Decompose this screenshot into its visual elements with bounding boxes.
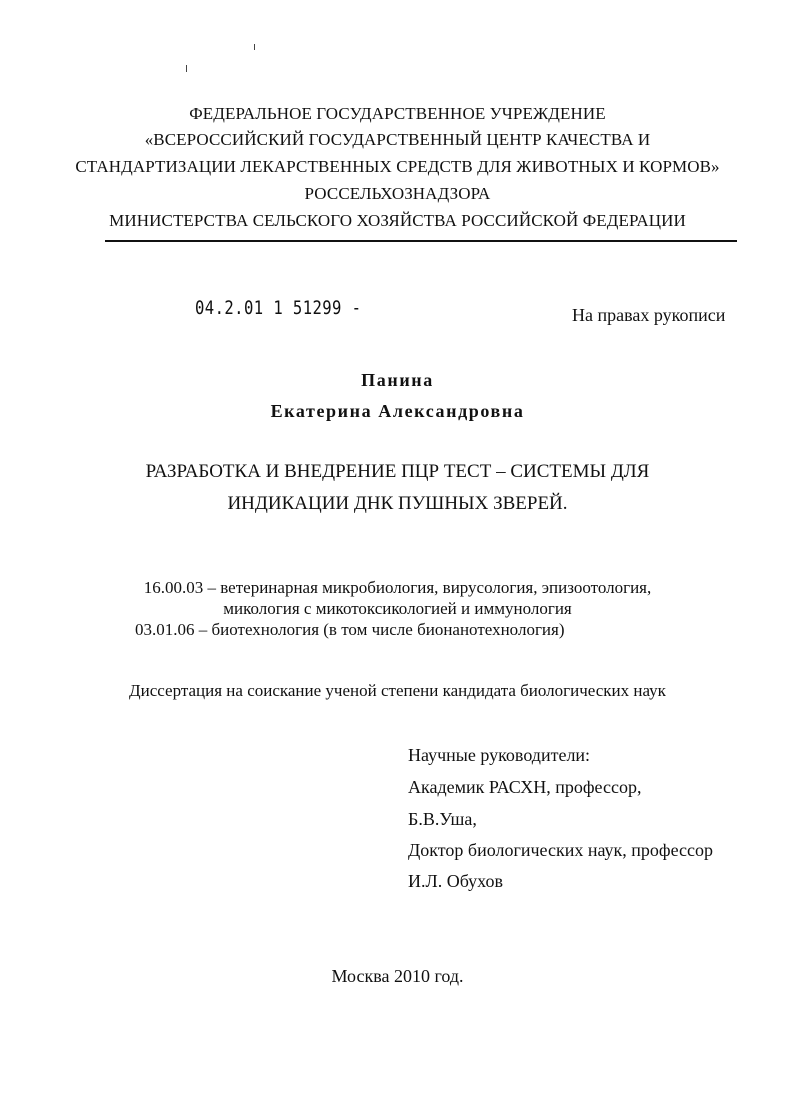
author-surname: Панина — [361, 370, 434, 390]
specialty-1-line-1: 16.00.03 – ветеринарная микробиология, вирусология, эпизоотология, — [143, 578, 652, 597]
supervisor-1-title: Академик РАСХН, профессор, — [408, 777, 642, 797]
scan-mark-left — [186, 65, 187, 72]
institution-line-5: МИНИСТЕРСТВА СЕЛЬСКОГО ХОЗЯЙСТВА РОССИЙСКОЙ ФЕДЕРАЦИИ — [109, 211, 686, 230]
title-line-1: РАЗРАБОТКА И ВНЕДРЕНИЕ ПЦР ТЕСТ – СИСТЕМЫ ДЛЯ — [145, 461, 650, 482]
institution-line-1: ФЕДЕРАЛЬНОЕ ГОСУДАРСТВЕННОЕ УЧРЕЖДЕНИЕ — [189, 104, 606, 123]
registration-stamp: 04.2.01 1 51299 - — [195, 297, 362, 319]
header-divider — [105, 240, 737, 242]
title-line-2: ИНДИКАЦИИ ДНК ПУШНЫХ ЗВЕРЕЙ. — [227, 493, 568, 514]
degree-note: Диссертация на соискание ученой степени кандидата биологических наук — [129, 681, 666, 700]
institution-line-3: СТАНДАРТИЗАЦИИ ЛЕКАРСТВЕННЫХ СРЕДСТВ ДЛЯ ЖИВОТНЫХ И КОРМОВ» — [75, 157, 720, 176]
supervisor-2-name: И.Л. Обухов — [408, 871, 503, 891]
institution-line-2: «ВСЕРОССИЙСКИЙ ГОСУДАРСТВЕННЫЙ ЦЕНТР КАЧЕСТВА И — [144, 130, 651, 149]
supervisor-1-name: Б.В.Уша, — [408, 809, 477, 829]
place-year: Москва 2010 год. — [331, 966, 464, 986]
manuscript-note: На правах рукописи — [572, 305, 726, 325]
supervisors-heading: Научные руководители: — [408, 745, 591, 765]
scan-mark-top — [254, 44, 255, 50]
institution-line-4: РОССЕЛЬХОЗНАДЗОРА — [304, 184, 491, 203]
author-given-names: Екатерина Александровна — [270, 401, 525, 421]
supervisor-2-title: Доктор биологических наук, профессор — [408, 840, 713, 860]
specialty-1-line-2: микология с микотоксикологией и иммунология — [223, 599, 572, 618]
specialty-2: 03.01.06 – биотехнология (в том числе бионанотехнология) — [135, 620, 565, 639]
